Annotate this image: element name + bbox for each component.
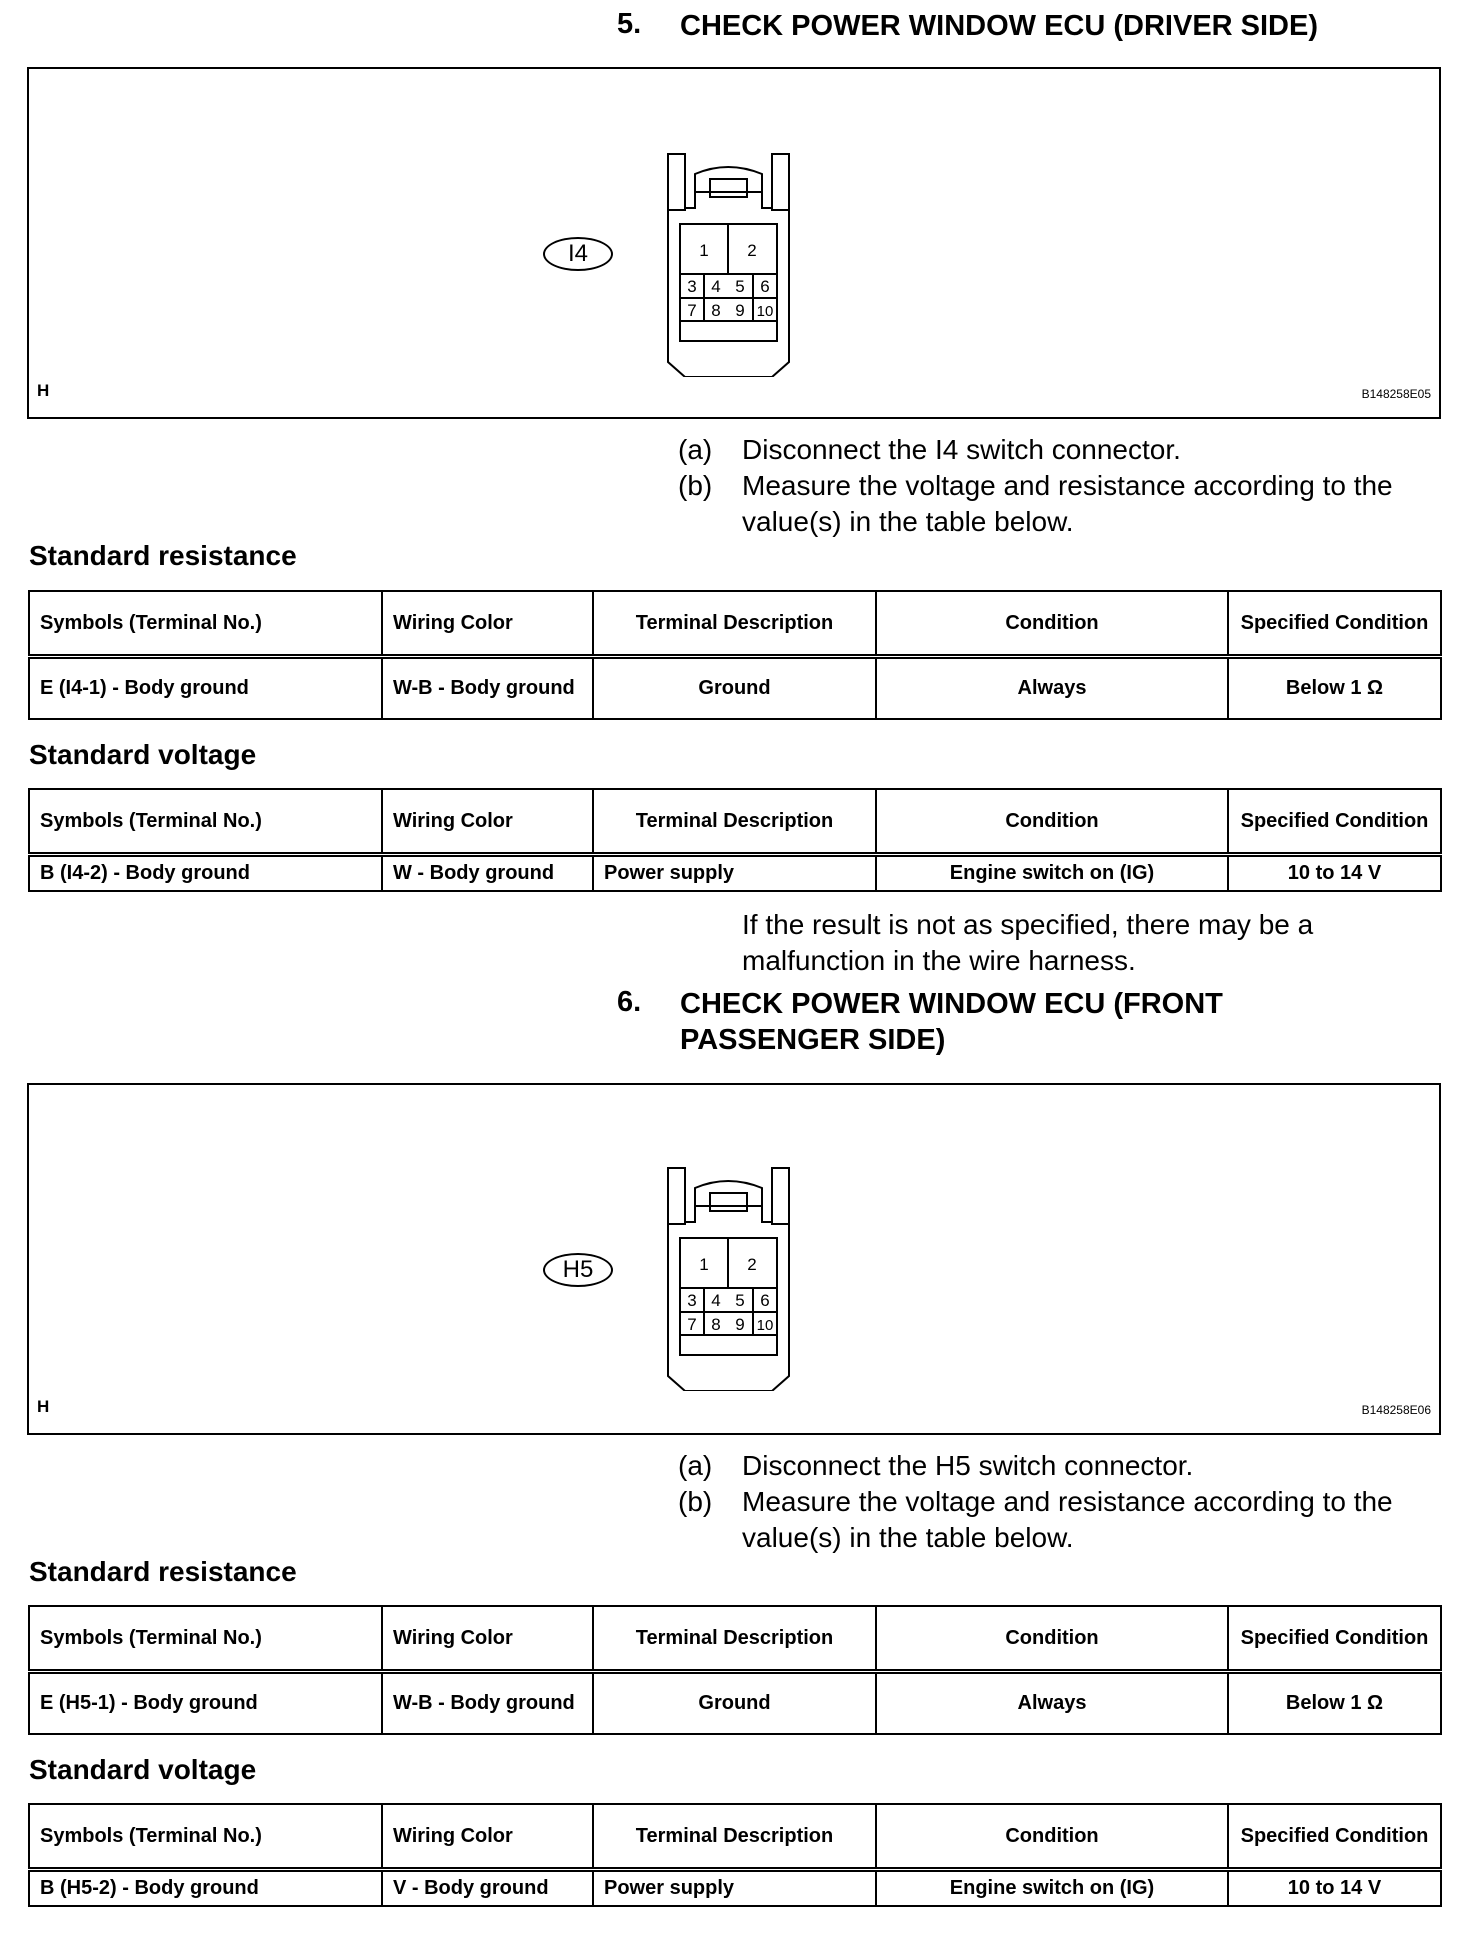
pin-4: 4 xyxy=(711,1291,721,1310)
header-cell: Symbols (Terminal No.) xyxy=(29,591,382,657)
table-row xyxy=(29,1870,1441,1906)
pin-3: 3 xyxy=(687,1291,697,1310)
result-note: If the result is not as specified, there may be a malfunction in the wire harness. xyxy=(742,909,1314,976)
pin-7: 7 xyxy=(687,1315,697,1334)
header-cell: Wiring Color xyxy=(382,591,593,657)
pin-8: 8 xyxy=(711,301,721,320)
header-cell: Specified Condition xyxy=(1228,1606,1441,1672)
table-cell: 10 to 14 V xyxy=(1228,855,1441,891)
table-header-row xyxy=(29,1606,1441,1672)
connector-label-oval: I4 xyxy=(543,237,613,271)
pin-4: 4 xyxy=(711,277,721,296)
voltage-table xyxy=(28,1803,1442,1907)
table-cell: Always xyxy=(876,1672,1228,1734)
header-cell: Condition xyxy=(876,1606,1228,1672)
instruction-label: (a) xyxy=(678,1450,713,1481)
step-5-title: CHECK POWER WINDOW ECU (DRIVER SIDE) xyxy=(680,10,1318,42)
connector-face-diagram xyxy=(665,152,792,377)
connector-label-oval: H5 xyxy=(543,1253,613,1287)
table-cell: W - Body ground xyxy=(382,855,593,891)
table-cell: W-B - Body ground xyxy=(382,1672,593,1734)
instruction-text: Measure the voltage and resistance according to the value(s) in the table below. xyxy=(742,1486,1393,1553)
table-header-row xyxy=(29,591,1441,657)
header-cell: Symbols (Terminal No.) xyxy=(29,789,382,855)
header-cell: Specified Condition xyxy=(1228,1804,1441,1870)
pin-5: 5 xyxy=(735,1291,745,1310)
pin-9: 9 xyxy=(735,1315,745,1334)
instruction-label: (b) xyxy=(678,470,713,501)
header-cell: Condition xyxy=(876,1804,1228,1870)
header-cell: Terminal Description xyxy=(593,1804,876,1870)
header-cell: Specified Condition xyxy=(1228,591,1441,657)
table-cell: B (H5-2) - Body ground xyxy=(29,1870,382,1906)
standard-voltage-label: Standard voltage xyxy=(29,739,257,770)
pin-1: 1 xyxy=(699,1255,709,1274)
pin-3: 3 xyxy=(687,277,697,296)
header-cell: Condition xyxy=(876,591,1228,657)
table-cell: W-B - Body ground xyxy=(382,657,593,719)
table-row xyxy=(29,855,1441,891)
table-cell: Engine switch on (IG) xyxy=(876,855,1228,891)
header-cell: Terminal Description xyxy=(593,789,876,855)
pin-7: 7 xyxy=(687,301,697,320)
table-cell: Below 1 Ω xyxy=(1228,1672,1441,1734)
table-row xyxy=(29,1672,1441,1734)
pin-10: 10 xyxy=(756,303,774,320)
step-6-title-line-2: PASSENGER SIDE) xyxy=(680,1024,946,1056)
standard-resistance-label: Standard resistance xyxy=(29,1556,297,1587)
table-cell: Below 1 Ω xyxy=(1228,657,1441,719)
pin-8: 8 xyxy=(711,1315,721,1334)
pin-2: 2 xyxy=(747,1255,757,1274)
header-cell: Symbols (Terminal No.) xyxy=(29,1804,382,1870)
table-header-row xyxy=(29,789,1441,855)
step-6-number: 6. xyxy=(617,986,642,1018)
table-cell: V - Body ground xyxy=(382,1870,593,1906)
header-cell: Symbols (Terminal No.) xyxy=(29,1606,382,1672)
header-cell: Specified Condition xyxy=(1228,789,1441,855)
table-cell: Ground xyxy=(593,1672,876,1734)
standard-voltage-label: Standard voltage xyxy=(29,1754,257,1785)
figure-corner-letter: H xyxy=(37,1397,50,1416)
figure-corner-letter: H xyxy=(37,381,50,400)
table-cell: B (I4-2) - Body ground xyxy=(29,855,382,891)
connector-face-diagram xyxy=(665,1166,792,1391)
connector-figure-i4 xyxy=(27,67,1441,419)
table-cell: Always xyxy=(876,657,1228,719)
pin-6: 6 xyxy=(760,1291,770,1310)
instruction-text: Measure the voltage and resistance according to the value(s) in the table below. xyxy=(742,470,1393,537)
table-cell: E (H5-1) - Body ground xyxy=(29,1672,382,1734)
pin-1: 1 xyxy=(699,241,709,260)
instruction-text: Disconnect the I4 switch connector. xyxy=(742,434,1181,465)
instruction-label: (a) xyxy=(678,434,713,465)
step-5-number: 5. xyxy=(617,8,642,40)
header-cell: Condition xyxy=(876,789,1228,855)
resistance-table xyxy=(28,590,1442,720)
resistance-table xyxy=(28,1605,1442,1735)
standard-resistance-label: Standard resistance xyxy=(29,540,297,571)
pin-10: 10 xyxy=(756,1317,774,1334)
table-cell: 10 to 14 V xyxy=(1228,1870,1441,1906)
table-cell: Power supply xyxy=(593,855,876,891)
pin-9: 9 xyxy=(735,301,745,320)
table-cell: Engine switch on (IG) xyxy=(876,1870,1228,1906)
voltage-table xyxy=(28,788,1442,892)
table-cell: Power supply xyxy=(593,1870,876,1906)
table-header-row xyxy=(29,1804,1441,1870)
instruction-label: (b) xyxy=(678,1486,713,1517)
table-row xyxy=(29,657,1441,719)
header-cell: Wiring Color xyxy=(382,789,593,855)
pin-2: 2 xyxy=(747,241,757,260)
pin-5: 5 xyxy=(735,277,745,296)
header-cell: Terminal Description xyxy=(593,591,876,657)
figure-code: B148258E06 xyxy=(1361,1403,1431,1417)
connector-figure-h5 xyxy=(27,1083,1441,1435)
pin-6: 6 xyxy=(760,277,770,296)
figure-code: B148258E05 xyxy=(1361,387,1431,401)
instruction-text: Disconnect the H5 switch connector. xyxy=(742,1450,1194,1481)
header-cell: Terminal Description xyxy=(593,1606,876,1672)
table-cell: Ground xyxy=(593,657,876,719)
step-6-title-line-1: CHECK POWER WINDOW ECU (FRONT xyxy=(680,988,1223,1020)
header-cell: Wiring Color xyxy=(382,1804,593,1870)
header-cell: Wiring Color xyxy=(382,1606,593,1672)
table-cell: E (I4-1) - Body ground xyxy=(29,657,382,719)
